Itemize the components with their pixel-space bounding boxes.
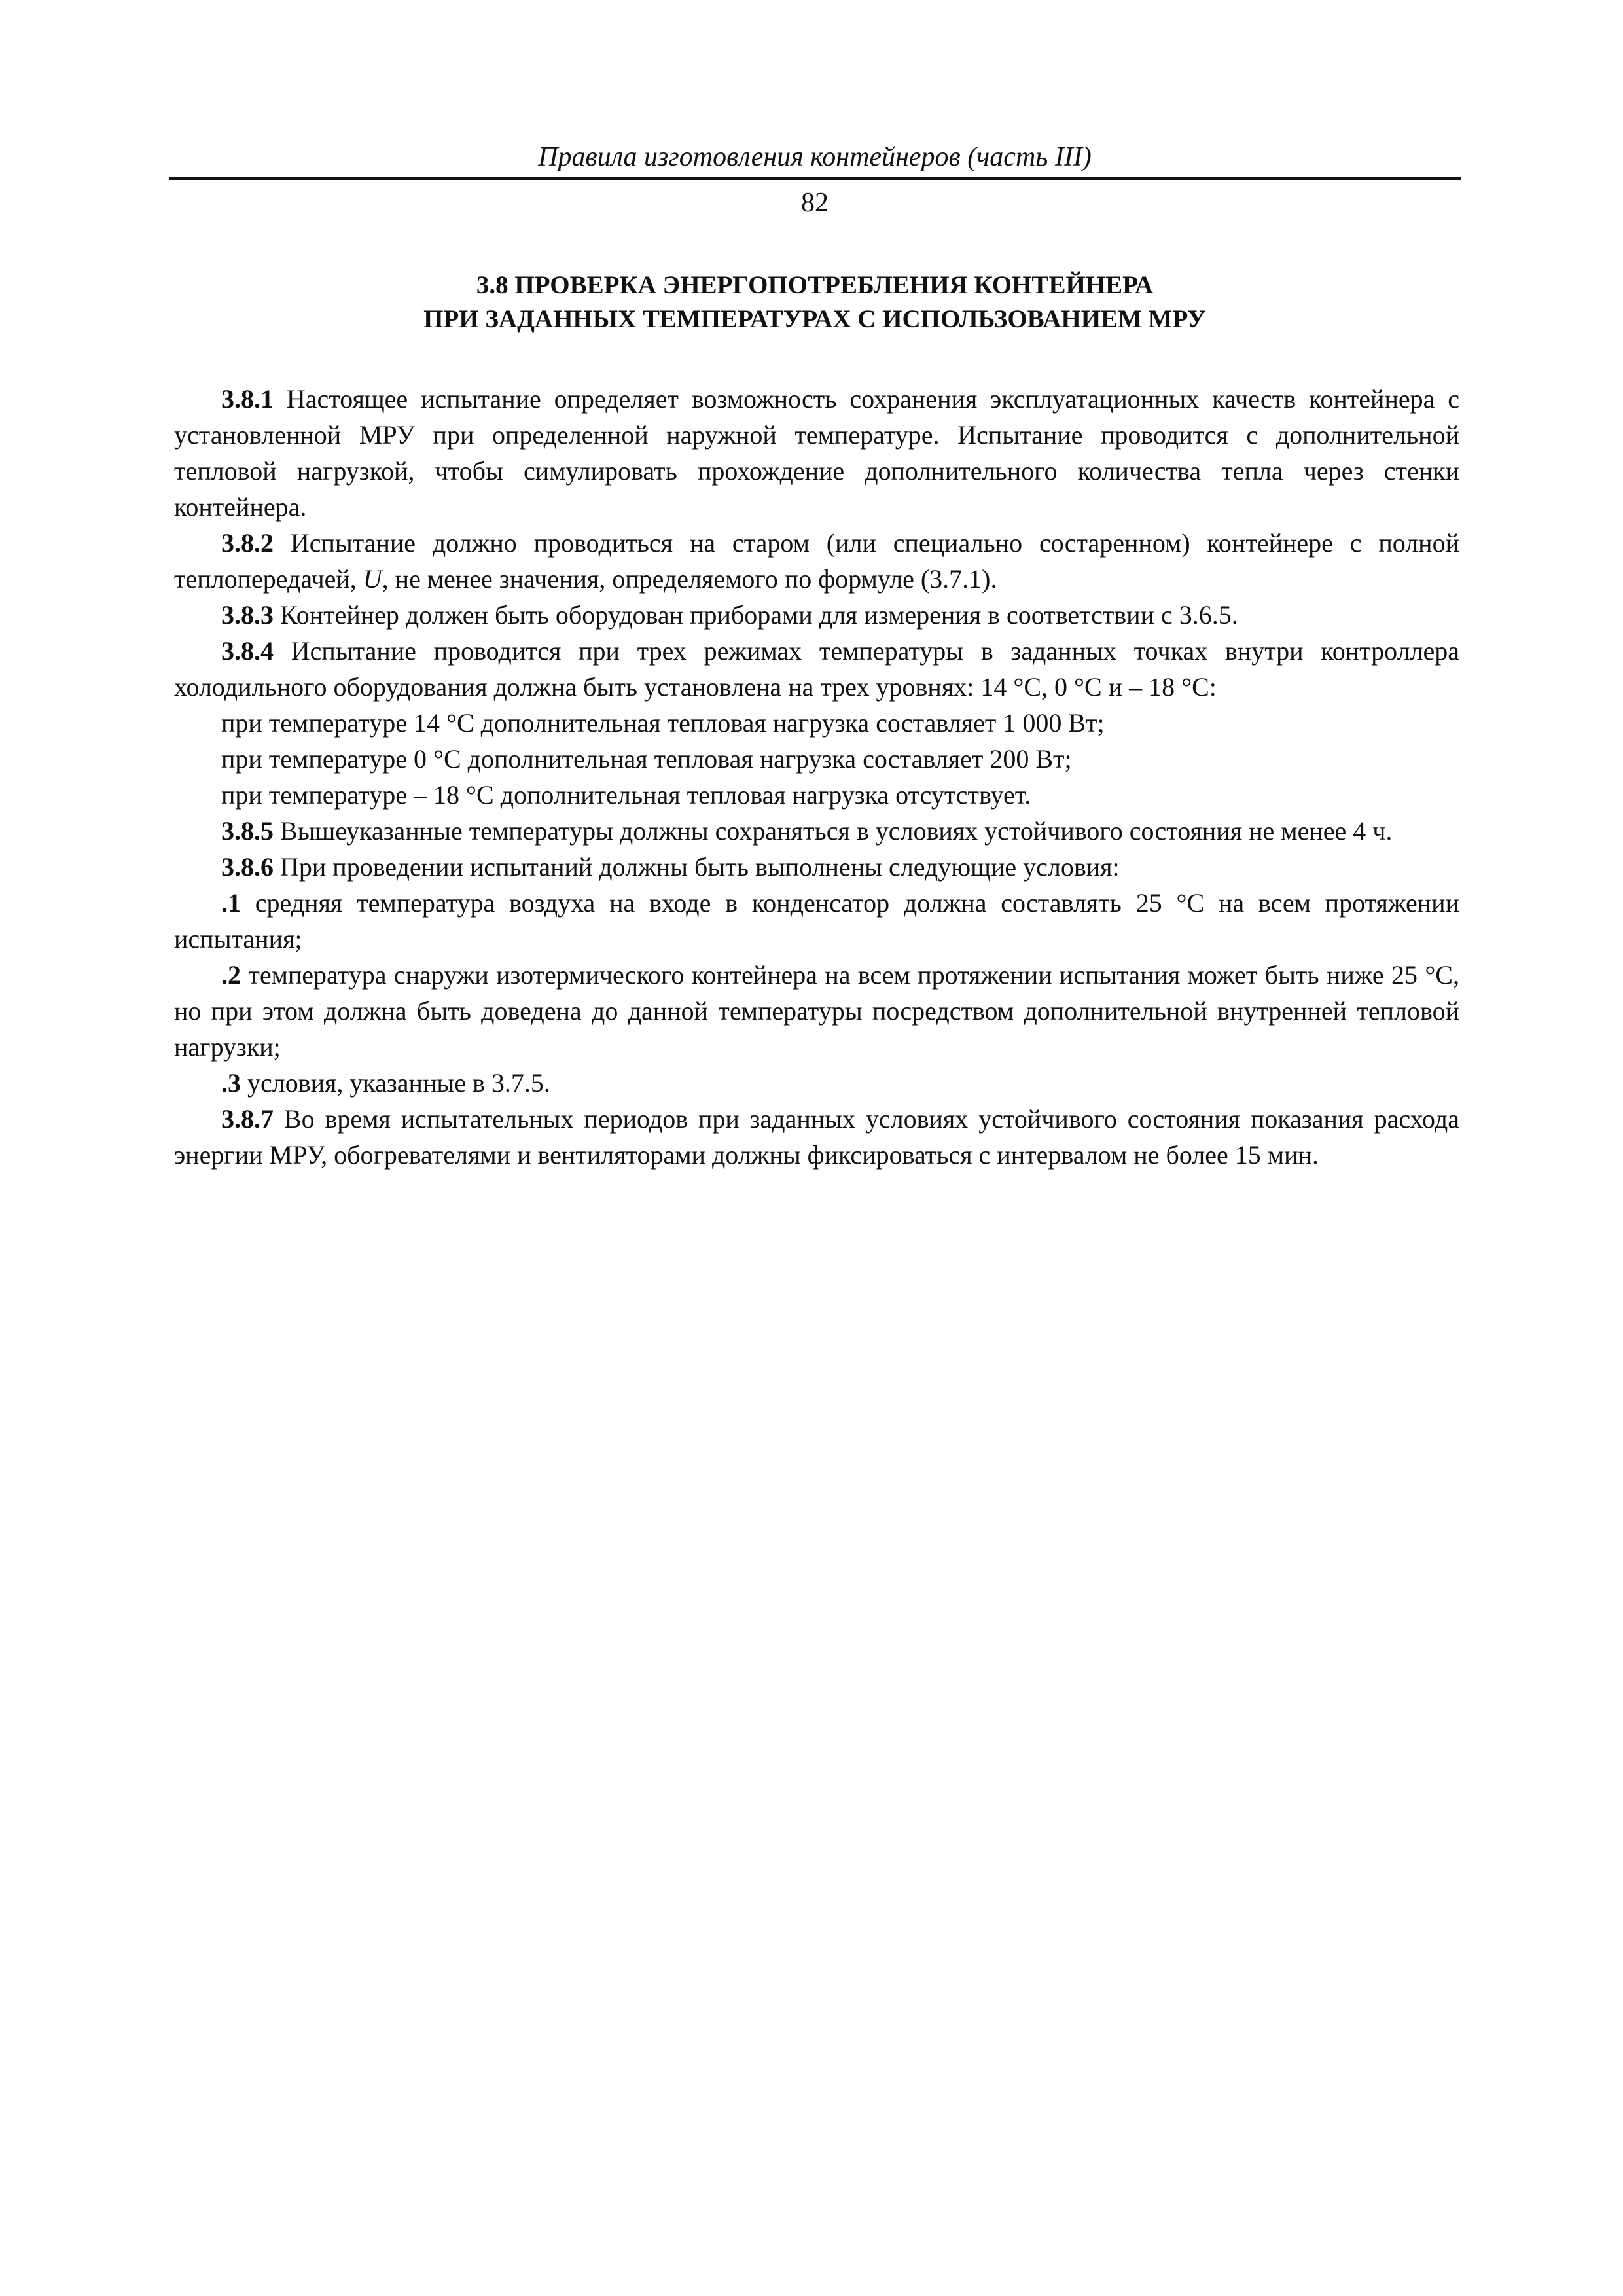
page-number: 82 bbox=[801, 188, 829, 218]
paragraph-text: При проведении испытаний должны быть выполнены следующие условия: bbox=[274, 852, 1120, 882]
paragraph-text: , не менее значения, определяемого по формуле (3.7.1). bbox=[382, 564, 997, 594]
paragraph-text: Испытание должно проводиться на старом (или специально состаренном) контейнере с полной теплопередачей, bbox=[174, 528, 1459, 594]
paragraph-3-8-4 bbox=[174, 633, 1459, 705]
clause-number: 3.8.3 bbox=[221, 600, 274, 630]
temperature-mode-minus-18 bbox=[174, 777, 1459, 813]
paragraph-text: Испытание проводится при трех режимах температуры в заданных точках внутри контроллера холодильного оборудования должна быть установлена на трех уровнях: 14 °C, 0 °C и – 18 °C: bbox=[174, 636, 1459, 702]
clause-number: 3.8.2 bbox=[221, 528, 274, 558]
paragraph-text: при температуре – 18 °C дополнительная тепловая нагрузка отсутствует. bbox=[221, 780, 1031, 810]
paragraph-text: Во время испытательных периодов при заданных условиях устойчивого состояния показания расхода энергии МРУ, обогревателями и вентиляторами должны фиксироваться с интервалом не более 15 мин. bbox=[174, 1104, 1459, 1170]
paragraph-text: при температуре 0 °C дополнительная тепловая нагрузка составляет 200 Вт; bbox=[221, 744, 1072, 774]
condition-item-2 bbox=[174, 957, 1459, 1065]
paragraph-text: средняя температура воздуха на входе в конденсатор должна составлять 25 °C на всем протяжении испытания; bbox=[174, 888, 1459, 954]
item-number: .3 bbox=[221, 1068, 241, 1098]
item-number: .2 bbox=[221, 960, 241, 990]
clause-number: 3.8.5 bbox=[221, 816, 274, 846]
temperature-mode-14 bbox=[174, 705, 1459, 741]
variable-u: U bbox=[363, 564, 382, 594]
clause-number: 3.8.4 bbox=[221, 636, 274, 666]
section-title bbox=[169, 268, 1461, 336]
paragraph-text: Настоящее испытание определяет возможность сохранения эксплуатационных качеств контейнера с установленной МРУ при определенной наружной температуре. Испытание проводится с дополнительной тепловой нагрузкой, чтобы симулировать прохождение дополнительного количества тепла через стенки контейнера. bbox=[174, 384, 1459, 522]
running-title: Правила изготовления контейнеров (часть III) bbox=[538, 142, 1092, 172]
paragraph-3-8-7 bbox=[174, 1101, 1459, 1173]
header-rule bbox=[169, 177, 1461, 180]
body-text bbox=[174, 381, 1459, 1173]
condition-item-1 bbox=[174, 885, 1459, 957]
condition-item-3 bbox=[174, 1065, 1459, 1101]
section-title-line-2: ПРИ ЗАДАННЫХ ТЕМПЕРАТУРАХ С ИСПОЛЬЗОВАНИЕМ МРУ bbox=[423, 305, 1206, 333]
paragraph-3-8-6 bbox=[174, 849, 1459, 885]
clause-number: 3.8.7 bbox=[221, 1104, 274, 1134]
paragraph-3-8-2 bbox=[174, 525, 1459, 597]
clause-number: 3.8.6 bbox=[221, 852, 274, 882]
paragraph-3-8-3 bbox=[174, 597, 1459, 633]
paragraph-text: температура снаружи изотермического контейнера на всем протяжении испытания может быть ниже 25 °C, но при этом должна быть доведена до данной температуры посредством дополнительной внутренней тепловой нагрузки; bbox=[174, 960, 1459, 1062]
clause-number: 3.8.1 bbox=[221, 384, 274, 414]
paragraph-text: условия, указанные в 3.7.5. bbox=[241, 1068, 550, 1098]
section-title-line-1: 3.8 ПРОВЕРКА ЭНЕРГОПОТРЕБЛЕНИЯ КОНТЕЙНЕРА bbox=[476, 271, 1154, 299]
paragraph-text: Контейнер должен быть оборудован приборами для измерения в соответствии с 3.6.5. bbox=[274, 600, 1238, 630]
paragraph-3-8-5 bbox=[174, 813, 1459, 849]
paragraph-3-8-1 bbox=[174, 381, 1459, 525]
paragraph-text: Вышеуказанные температуры должны сохраняться в условиях устойчивого состояния не менее 4 ч. bbox=[274, 816, 1393, 846]
paragraph-text: при температуре 14 °C дополнительная тепловая нагрузка составляет 1 000 Вт; bbox=[221, 708, 1105, 738]
item-number: .1 bbox=[221, 888, 241, 918]
temperature-mode-0 bbox=[174, 741, 1459, 777]
